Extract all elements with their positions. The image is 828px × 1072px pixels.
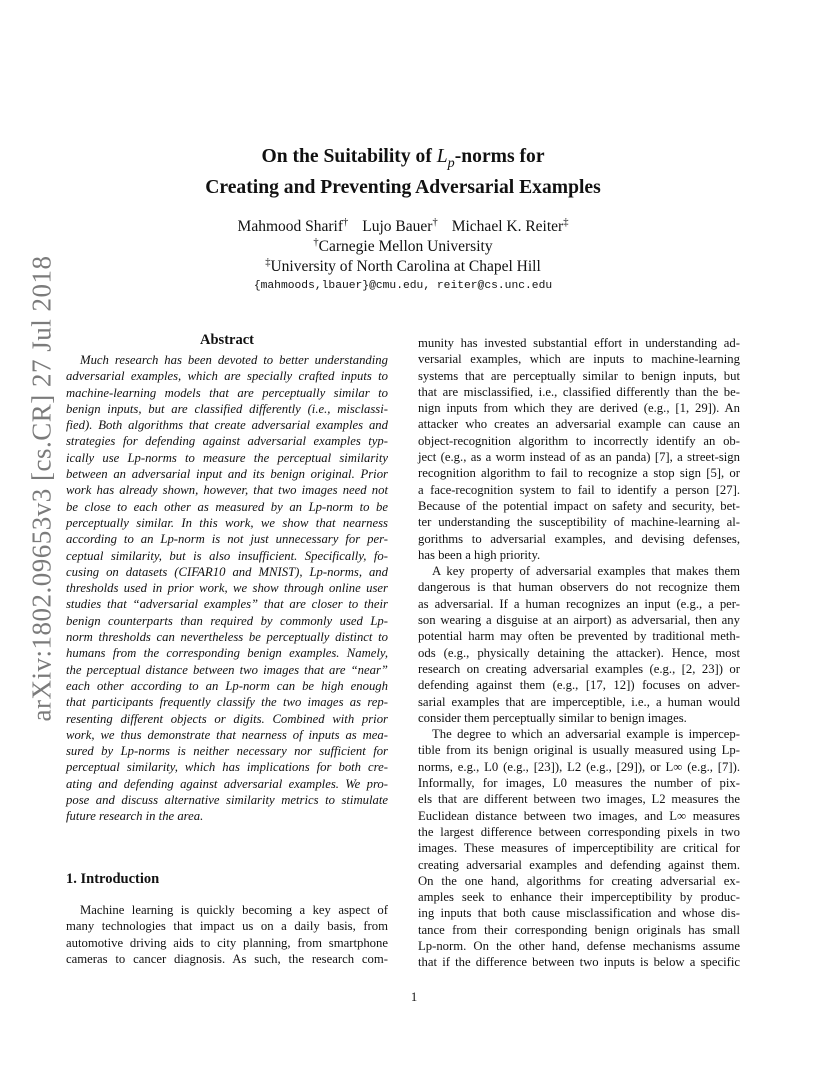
right-column-line: dangerous is that human observers do not recognize them	[418, 580, 740, 595]
abstract-line: strategies for defending against adversarial examples typ-	[66, 434, 388, 449]
right-column-line: tance from their corresponding benign originals has small	[418, 922, 740, 937]
right-column-line: a face-recognition system to fail to identify a person [27].	[418, 482, 740, 497]
page-number: 1	[410, 990, 418, 1004]
abstract-line: machine-learning models that are perceptually similar to	[66, 385, 388, 400]
right-column-line: Lp-norm. On the other hand, defense mechanisms assume	[418, 938, 740, 953]
abstract-line: adversarial examples, which are specially crafted inputs to	[66, 369, 388, 384]
right-column-line: norms, e.g., L0 (e.g., [23]), L2 (e.g., [29]), or L∞ (e.g., [7]).	[418, 759, 740, 774]
right-column-line: munity has invested substantial effort in understanding ad-	[418, 336, 740, 350]
right-column-line: Because of the potential impact on safety and security, bet-	[418, 498, 740, 513]
abstract-line: humans from the corresponding benign examples. Namely,	[66, 646, 388, 661]
right-column-line: defending against them (e.g., [17, 12]) focuses on adver-	[418, 678, 740, 693]
affiliation-1	[120, 237, 686, 257]
right-column-line: On the one hand, algorithms for creating adversarial ex-	[418, 873, 740, 888]
author-3-mark: ‡	[563, 216, 569, 228]
right-column-line: tible from its benign original is usually measured using Lp-	[418, 743, 740, 758]
abstract-line: pose and discuss alternative similarity metrics to stimulate	[66, 793, 388, 808]
title-math-p: p	[447, 154, 455, 171]
affiliation-2	[120, 257, 686, 277]
right-column-line: ods (e.g., physically detaining the attacker). Hence, most	[418, 645, 740, 660]
right-column-line: that are misclassified, i.e., classified differently than the be-	[418, 384, 740, 399]
title-math-L: L	[436, 146, 448, 167]
right-column-line: images. These measures of imperceptibility are critical for	[418, 841, 740, 856]
author-2-mark: †	[432, 216, 438, 228]
right-column-line: ing inputs that both cause misclassification and whose dis-	[418, 906, 740, 921]
affiliation-1-name: Carnegie Mellon University	[318, 238, 493, 255]
affiliation-2-mark: ‡	[265, 256, 271, 268]
title-line-1-post: -norms for	[454, 146, 545, 167]
right-column-line: consider them perceptually similar to benign images.	[418, 710, 687, 725]
abstract-line: Much research has been devoted to better understanding	[80, 353, 388, 367]
abstract-line: studies that “adversarial examples” that are closer to their	[66, 597, 388, 612]
introduction-line: Machine learning is quickly becoming a key aspect of	[80, 903, 388, 917]
right-column-line: els that are different between two images, L2 measures the	[418, 792, 740, 807]
abstract-line: ically use Lp-norms to measure the perceptual similarity	[66, 450, 388, 465]
author-1-mark: †	[343, 216, 349, 228]
abstract-line: work, we thus demonstrate that nearness of inputs as mea-	[66, 727, 388, 742]
abstract-line: ating and defending against adversarial examples. We pro-	[66, 776, 388, 791]
abstract-line: each other according to an Lp-norm can be high enough	[66, 678, 388, 693]
abstract-line: perceptual similarity, which has implications for both cre-	[66, 760, 388, 775]
abstract-line: between an adversarial input and its benign original. Prior	[66, 467, 388, 482]
right-column-line: recognition algorithm to fail to recognize a stop sign [5], or	[418, 466, 740, 481]
right-column-line: amples seek to enhance their imperceptibility by produc-	[418, 890, 740, 905]
affiliation-2-name: University of North Carolina at Chapel Hill	[270, 258, 541, 275]
right-column-line: nign inputs from which they are derived (e.g., [1, 29]). An	[418, 401, 740, 416]
author-2: Lujo Bauer	[362, 218, 433, 235]
right-column-line: potential harm may often be prevented by traditional meth-	[418, 629, 740, 644]
abstract-line: cusing on datasets (CIFAR10 and MNIST), Lp-norms, and	[66, 564, 388, 579]
abstract-line: benign inputs, but are classified differently (i.e., misclassi-	[66, 401, 388, 416]
author-3: Michael K. Reiter	[451, 218, 564, 235]
abstract-line: resenting different objects or digits. Combined with prior	[66, 711, 388, 726]
abstract-body	[66, 352, 388, 825]
abstract-line: according to an Lp-norm is not just unnecessary for per-	[66, 532, 388, 547]
author-1: Mahmood Sharif	[237, 218, 344, 235]
right-column-line: ter understanding the susceptibility of machine-learning al-	[418, 515, 740, 530]
introduction-line: automotive driving aids to city planning, from smartphone	[66, 935, 388, 950]
right-column-line: Informally, for images, L0 measures the number of pix-	[418, 776, 740, 791]
introduction-line: many technologies that impact us on a daily basis, from	[66, 919, 388, 934]
right-column-line: A key property of adversarial examples that makes them	[432, 564, 740, 579]
abstract-line: sured by Lp-norms is neither necessary nor sufficient for	[66, 744, 388, 759]
abstract-line: thresholds used in prior work, we show through online user	[66, 581, 388, 596]
abstract-line: fied). Both algorithms that create adversarial examples and	[66, 418, 388, 433]
right-column-line: versarial examples, which are inputs to machine-learning	[418, 352, 740, 367]
affiliation-1-mark: †	[313, 236, 319, 248]
right-column-line: attacker who creates an adversarial example can cause an	[418, 417, 740, 432]
author-emails: {mahmoods,lbauer}@cmu.edu, reiter@cs.unc.edu	[253, 280, 553, 292]
abstract-line: be close to each other as measured by an Lp-norm to be	[66, 499, 388, 514]
title-line-1-pre: On the Suitability of	[261, 146, 437, 167]
abstract-line: work has already shown, however, that two images need not	[66, 483, 388, 498]
right-column-line: son wearing a disguise at an airport) as adversarial, then any	[418, 613, 740, 628]
right-column-line: gorithms to adversarial examples, and devising defenses,	[418, 531, 740, 546]
author-block	[120, 217, 686, 277]
right-column-body	[418, 335, 740, 971]
right-column-line: The degree to which an adversarial example is impercep-	[432, 727, 740, 742]
abstract-line: future research in the area.	[66, 809, 204, 824]
abstract-heading: Abstract	[200, 332, 254, 348]
introduction-body	[66, 902, 388, 967]
abstract-line: benign counterparts than required by commonly used Lp-	[66, 613, 388, 628]
introduction-heading: 1. Introduction	[66, 871, 160, 887]
abstract-line: perceptually similar. In this work, we show that nearness	[66, 515, 388, 530]
introduction-line: cameras to cancer diagnosis. As such, the research com-	[66, 951, 388, 966]
right-column-line: object-recognition algorithm to incorrectly identify an ob-	[418, 433, 740, 448]
abstract-line: ceptual similarity, but is also insufficient. Specifically, fo-	[66, 548, 388, 563]
right-column-line: ject (e.g., as a worm instead of as an panda) [7], a street-sign	[418, 450, 740, 465]
right-column-line: creating adversarial examples and defending against them.	[418, 857, 740, 872]
right-column-line: has been a high priority.	[418, 547, 541, 562]
abstract-line: that participants frequently classify the two images as rep-	[66, 695, 388, 710]
right-column-line: systems that are perceptually similar to benign inputs, but	[418, 368, 740, 383]
title-line-1	[120, 141, 686, 172]
abstract-line: the perceptual distance between two images that are “near”	[66, 662, 388, 677]
right-column-line: Euclidean distance between two images, and L∞ measures	[418, 808, 740, 823]
right-column-line: sarial examples that are imperceptible, i.e., a human would	[418, 694, 740, 709]
abstract-line: norm thresholds can nevertheless be perceptually distinct to	[66, 630, 388, 645]
title-line-2: Creating and Preventing Adversarial Examples	[205, 177, 601, 198]
right-column-line: the largest difference between corresponding pixels in two	[418, 824, 740, 839]
right-column-line: as adversarial. If a human recognizes an input (e.g., a per-	[418, 596, 740, 611]
paper-title	[120, 141, 686, 203]
arxiv-identifier-text: arXiv:1802.09653v3 [cs.CR] 27 Jul 2018	[26, 255, 57, 721]
right-column-line: that if the difference between two inputs is below a specific	[418, 955, 740, 970]
right-column-line: research on creating adversarial examples (e.g., [2, 23]) or	[418, 661, 740, 676]
author-names	[120, 217, 686, 237]
arxiv-identifier-stamp	[24, 255, 60, 721]
